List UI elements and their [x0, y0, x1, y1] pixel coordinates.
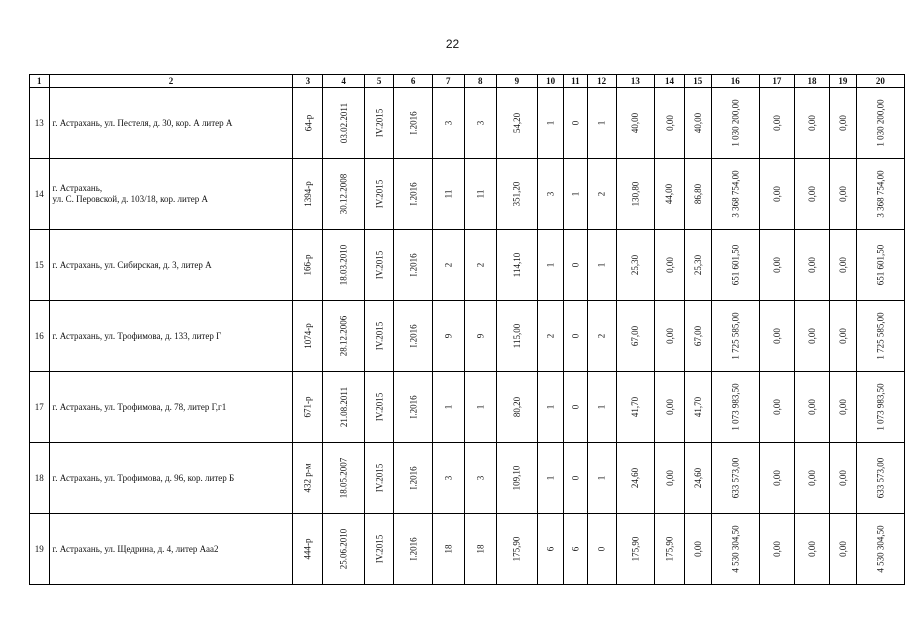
table-cell — [759, 514, 794, 585]
row-number: 15 — [30, 230, 50, 301]
table-cell — [496, 159, 537, 230]
table-cell — [830, 372, 857, 443]
table-cell — [293, 443, 323, 514]
cell-value: 1 — [545, 120, 556, 126]
cell-value: 109,10 — [511, 465, 522, 491]
cell-value: 1 — [596, 120, 607, 126]
table-cell — [293, 514, 323, 585]
cell-value: 64-р — [302, 114, 313, 132]
cell-value: I.2016 — [408, 537, 419, 561]
column-header-7: 7 — [432, 75, 464, 88]
cell-value: 0,00 — [771, 257, 782, 273]
table-cell — [432, 88, 464, 159]
table-cell — [759, 443, 794, 514]
column-header-12: 12 — [587, 75, 616, 88]
row-number: 14 — [30, 159, 50, 230]
cell-value: I.2016 — [408, 324, 419, 348]
table-cell — [464, 301, 496, 372]
table-cell — [323, 159, 365, 230]
column-header-15: 15 — [684, 75, 711, 88]
cell-value: 1 — [545, 404, 556, 410]
cell-value: 3 368 754,00 — [730, 170, 741, 218]
cell-value: 18 — [443, 544, 454, 554]
cell-value: 25,30 — [630, 254, 641, 276]
table-cell — [293, 230, 323, 301]
cell-value: IV.2015 — [374, 392, 385, 422]
table-cell — [794, 443, 829, 514]
table-cell — [496, 372, 537, 443]
cell-value: 0,00 — [837, 186, 848, 202]
cell-value: 1 — [596, 262, 607, 268]
column-header-1: 1 — [30, 75, 50, 88]
table-cell — [432, 372, 464, 443]
cell-value: 3 — [475, 120, 486, 126]
cell-value: 3 — [475, 475, 486, 481]
cell-value: 6 — [570, 546, 581, 552]
cell-value: 0,00 — [807, 257, 818, 273]
table-cell — [587, 514, 616, 585]
cell-value: 633 573,00 — [730, 457, 741, 499]
cell-value: 0,00 — [664, 470, 675, 486]
cell-value: 18 — [475, 544, 486, 554]
column-header-3: 3 — [293, 75, 323, 88]
row-number: 18 — [30, 443, 50, 514]
table-cell — [538, 514, 564, 585]
cell-value: 0,00 — [837, 541, 848, 557]
column-header-11: 11 — [564, 75, 587, 88]
table-cell — [794, 301, 829, 372]
table-cell — [684, 88, 711, 159]
cell-value: 25.06.2010 — [338, 528, 349, 570]
cell-value: 1394-р — [302, 181, 313, 207]
table-row — [30, 301, 905, 372]
table-cell — [856, 443, 904, 514]
table-cell — [364, 88, 394, 159]
table-row — [30, 514, 905, 585]
table-cell — [496, 301, 537, 372]
cell-value: 1 — [570, 191, 581, 197]
cell-value: 115,00 — [511, 323, 522, 349]
table-cell — [464, 372, 496, 443]
table-cell — [323, 372, 365, 443]
cell-value: IV.2015 — [374, 321, 385, 351]
cell-value: 175,90 — [630, 536, 641, 562]
table-cell — [464, 230, 496, 301]
cell-value: 18.03.2010 — [338, 244, 349, 286]
cell-value: 0,00 — [837, 257, 848, 273]
table-cell — [616, 372, 654, 443]
table-row — [30, 88, 905, 159]
cell-value: 651 601,50 — [730, 244, 741, 286]
cell-value: IV.2015 — [374, 108, 385, 138]
cell-value: 0,00 — [771, 541, 782, 557]
column-header-2: 2 — [49, 75, 293, 88]
table-cell — [616, 88, 654, 159]
table-cell — [794, 159, 829, 230]
cell-value: 4 530 304,50 — [730, 525, 741, 573]
column-header-20: 20 — [856, 75, 904, 88]
table-cell — [464, 443, 496, 514]
column-header-9: 9 — [496, 75, 537, 88]
cell-value: 28.12.2006 — [338, 315, 349, 357]
table-cell — [496, 230, 537, 301]
cell-value: I.2016 — [408, 253, 419, 277]
cell-value: 0,00 — [807, 115, 818, 131]
cell-value: 0,00 — [664, 115, 675, 131]
address-cell: г. Астрахань, ул. Пестеля, д. 30, кор. А литер А — [49, 88, 293, 159]
table-cell — [684, 159, 711, 230]
cell-value: 175,90 — [511, 536, 522, 562]
address-cell: г. Астрахань, ул. Трофимова, д. 78, литер Г,г1 — [49, 372, 293, 443]
table-cell — [616, 301, 654, 372]
cell-value: 432 р-м — [302, 463, 313, 493]
cell-value: 0,00 — [807, 186, 818, 202]
table-cell — [323, 514, 365, 585]
cell-value: 0 — [570, 475, 581, 481]
table-cell — [711, 88, 759, 159]
table-cell — [711, 301, 759, 372]
cell-value: 9 — [443, 333, 454, 339]
cell-value: 2 — [596, 333, 607, 339]
cell-value: 1 725 585,00 — [730, 312, 741, 360]
table-cell — [616, 514, 654, 585]
cell-value: 114,10 — [511, 252, 522, 278]
column-header-10: 10 — [538, 75, 564, 88]
table-cell — [711, 372, 759, 443]
cell-value: 30.12.2008 — [338, 173, 349, 215]
table-cell — [684, 230, 711, 301]
cell-value: 0,00 — [771, 115, 782, 131]
cell-value: 1 — [596, 475, 607, 481]
table-cell — [293, 372, 323, 443]
column-header-18: 18 — [794, 75, 829, 88]
cell-value: 3 368 754,00 — [875, 170, 886, 218]
cell-value: 0,00 — [771, 186, 782, 202]
cell-value: 86,80 — [692, 183, 703, 205]
cell-value: 24,60 — [630, 467, 641, 489]
table-cell — [759, 372, 794, 443]
cell-value: 0,00 — [807, 470, 818, 486]
cell-value: 0,00 — [664, 257, 675, 273]
cell-value: 4 530 304,50 — [875, 525, 886, 573]
table-row — [30, 159, 905, 230]
address-cell: г. Астрахань, ул. Сибирская, д. 3, литер А — [49, 230, 293, 301]
table-cell — [759, 301, 794, 372]
table-cell — [856, 230, 904, 301]
table-cell — [394, 230, 432, 301]
cell-value: 1 — [443, 404, 454, 410]
table-cell — [655, 443, 685, 514]
table-cell — [432, 443, 464, 514]
column-header-6: 6 — [394, 75, 432, 88]
table-cell — [587, 230, 616, 301]
table-cell — [323, 230, 365, 301]
table-cell — [711, 230, 759, 301]
table-cell — [587, 301, 616, 372]
table-cell — [564, 159, 587, 230]
table-cell — [856, 372, 904, 443]
cell-value: IV.2015 — [374, 463, 385, 493]
table-cell — [830, 514, 857, 585]
cell-value: 40,00 — [692, 112, 703, 134]
cell-value: 3 — [545, 191, 556, 197]
cell-value: 2 — [596, 191, 607, 197]
table-cell — [323, 301, 365, 372]
table-cell — [364, 514, 394, 585]
cell-value: 0 — [596, 546, 607, 552]
table-cell — [538, 372, 564, 443]
table-cell — [464, 159, 496, 230]
table-cell — [830, 443, 857, 514]
table-cell — [655, 230, 685, 301]
cell-value: 0,00 — [664, 328, 675, 344]
table-cell — [364, 159, 394, 230]
cell-value: 0,00 — [771, 399, 782, 415]
row-number: 16 — [30, 301, 50, 372]
table-cell — [794, 514, 829, 585]
cell-value: 11 — [443, 189, 454, 199]
cell-value: 651 601,50 — [875, 244, 886, 286]
cell-value: 0 — [570, 404, 581, 410]
cell-value: 1 725 585,00 — [875, 312, 886, 360]
cell-value: I.2016 — [408, 395, 419, 419]
cell-value: 80,20 — [511, 396, 522, 418]
cell-value: 1 — [545, 475, 556, 481]
table-cell — [394, 88, 432, 159]
address-cell: г. Астрахань, ул. С. Перовской, д. 103/18, кор. литер А — [49, 159, 293, 230]
table-cell — [616, 230, 654, 301]
cell-value: 0,00 — [837, 328, 848, 344]
cell-value: IV.2015 — [374, 250, 385, 280]
table-cell — [496, 443, 537, 514]
table-cell — [323, 443, 365, 514]
table-cell — [432, 514, 464, 585]
cell-value: 03.02.2011 — [338, 102, 349, 144]
cell-value: 21.08.2011 — [338, 386, 349, 428]
cell-value: 67,00 — [630, 325, 641, 347]
table-cell — [323, 88, 365, 159]
table-cell — [759, 88, 794, 159]
table-cell — [856, 514, 904, 585]
cell-value: 41,70 — [692, 396, 703, 418]
table-cell — [394, 301, 432, 372]
cell-value: 54,20 — [511, 112, 522, 134]
table-cell — [856, 301, 904, 372]
cell-value: 0 — [570, 120, 581, 126]
cell-value: 1 030 200,00 — [730, 99, 741, 147]
cell-value: 40,00 — [630, 112, 641, 134]
cell-value: 130,80 — [630, 181, 641, 207]
cell-value: 2 — [545, 333, 556, 339]
table-cell — [496, 514, 537, 585]
table-cell — [587, 159, 616, 230]
cell-value: IV.2015 — [374, 534, 385, 564]
row-number: 13 — [30, 88, 50, 159]
cell-value: 0,00 — [837, 470, 848, 486]
cell-value: 633 573,00 — [875, 457, 886, 499]
table-cell — [587, 88, 616, 159]
table-cell — [432, 301, 464, 372]
cell-value: 18.05.2007 — [338, 457, 349, 499]
table-cell — [655, 514, 685, 585]
table-cell — [293, 301, 323, 372]
cell-value: I.2016 — [408, 182, 419, 206]
page-number: 22 — [445, 37, 460, 51]
cell-value: 67,00 — [692, 325, 703, 347]
table-cell — [538, 88, 564, 159]
table-cell — [587, 372, 616, 443]
table-cell — [684, 372, 711, 443]
cell-value: 0,00 — [807, 328, 818, 344]
column-header-16: 16 — [711, 75, 759, 88]
cell-value: 1074-р — [302, 323, 313, 349]
cell-value: 3 — [443, 475, 454, 481]
table-cell — [587, 443, 616, 514]
table-cell — [711, 159, 759, 230]
cell-value: 1 030 200,00 — [875, 99, 886, 147]
table-cell — [655, 301, 685, 372]
table-cell — [538, 230, 564, 301]
table-cell — [432, 230, 464, 301]
table-cell — [496, 88, 537, 159]
table-cell — [538, 301, 564, 372]
table-cell — [394, 514, 432, 585]
cell-value: 41,70 — [630, 396, 641, 418]
table-row — [30, 230, 905, 301]
cell-value: 166-р — [302, 254, 313, 276]
column-header-14: 14 — [655, 75, 685, 88]
address-cell: г. Астрахань, ул. Трофимова, д. 133, литер Г — [49, 301, 293, 372]
table-cell — [616, 159, 654, 230]
cell-value: 351,20 — [511, 181, 522, 207]
table-cell — [394, 443, 432, 514]
cell-value: 0,00 — [807, 541, 818, 557]
table-cell — [856, 88, 904, 159]
table-cell — [655, 159, 685, 230]
cell-value: 0,00 — [807, 399, 818, 415]
table-cell — [684, 514, 711, 585]
table-cell — [364, 230, 394, 301]
table-cell — [830, 159, 857, 230]
cell-value: IV.2015 — [374, 179, 385, 209]
cell-value: 671-р — [302, 396, 313, 418]
cell-value: 0,00 — [771, 328, 782, 344]
address-cell: г. Астрахань, ул. Трофимова, д. 96, кор. литер Б — [49, 443, 293, 514]
table-cell — [564, 514, 587, 585]
cell-value: 0,00 — [692, 541, 703, 557]
table-cell — [830, 230, 857, 301]
table-row — [30, 443, 905, 514]
cell-value: 1 073 983,50 — [875, 383, 886, 431]
table-cell — [538, 443, 564, 514]
row-number: 17 — [30, 372, 50, 443]
column-header-17: 17 — [759, 75, 794, 88]
table-cell — [564, 230, 587, 301]
cell-value: 0,00 — [771, 470, 782, 486]
column-header-13: 13 — [616, 75, 654, 88]
column-header-19: 19 — [830, 75, 857, 88]
table-cell — [711, 514, 759, 585]
table-cell — [655, 88, 685, 159]
table-cell — [655, 372, 685, 443]
cell-value: 0,00 — [664, 399, 675, 415]
table-cell — [364, 301, 394, 372]
table-header-row — [30, 75, 905, 88]
cell-value: 175,90 — [664, 536, 675, 562]
table-cell — [293, 88, 323, 159]
cell-value: 0 — [570, 262, 581, 268]
cell-value: 0,00 — [837, 399, 848, 415]
table-cell — [616, 443, 654, 514]
address-cell: г. Астрахань, ул. Щедрина, д. 4, литер Ааа2 — [49, 514, 293, 585]
table-cell — [830, 301, 857, 372]
cell-value: 44,00 — [664, 183, 675, 205]
cell-value: 444-р — [302, 538, 313, 560]
column-header-5: 5 — [364, 75, 394, 88]
cell-value: 11 — [475, 189, 486, 199]
table-cell — [538, 159, 564, 230]
table-cell — [684, 301, 711, 372]
cell-value: 6 — [545, 546, 556, 552]
row-number: 19 — [30, 514, 50, 585]
table-cell — [830, 88, 857, 159]
table-cell — [364, 372, 394, 443]
table-cell — [759, 230, 794, 301]
cell-value: 2 — [475, 262, 486, 268]
cell-value: I.2016 — [408, 111, 419, 135]
table-cell — [293, 159, 323, 230]
table-cell — [564, 301, 587, 372]
column-header-8: 8 — [464, 75, 496, 88]
table-row — [30, 372, 905, 443]
cell-value: I.2016 — [408, 466, 419, 490]
cell-value: 1 — [596, 404, 607, 410]
housing-table — [29, 74, 905, 585]
table-cell — [711, 443, 759, 514]
table-cell — [394, 159, 432, 230]
table-cell — [394, 372, 432, 443]
table-cell — [432, 159, 464, 230]
cell-value: 0,00 — [837, 115, 848, 131]
table-cell — [564, 443, 587, 514]
table-cell — [759, 159, 794, 230]
cell-value: 9 — [475, 333, 486, 339]
column-header-4: 4 — [323, 75, 365, 88]
table-cell — [564, 372, 587, 443]
table-cell — [564, 88, 587, 159]
table-cell — [794, 88, 829, 159]
table-cell — [684, 443, 711, 514]
cell-value: 25,30 — [692, 254, 703, 276]
cell-value: 2 — [443, 262, 454, 268]
cell-value: 1 073 983,50 — [730, 383, 741, 431]
cell-value: 1 — [545, 262, 556, 268]
cell-value: 24,60 — [692, 467, 703, 489]
table-cell — [794, 372, 829, 443]
cell-value: 1 — [475, 404, 486, 410]
cell-value: 3 — [443, 120, 454, 126]
table-cell — [364, 443, 394, 514]
table-cell — [464, 88, 496, 159]
table-cell — [464, 514, 496, 585]
table-cell — [856, 159, 904, 230]
table-cell — [794, 230, 829, 301]
cell-value: 0 — [570, 333, 581, 339]
